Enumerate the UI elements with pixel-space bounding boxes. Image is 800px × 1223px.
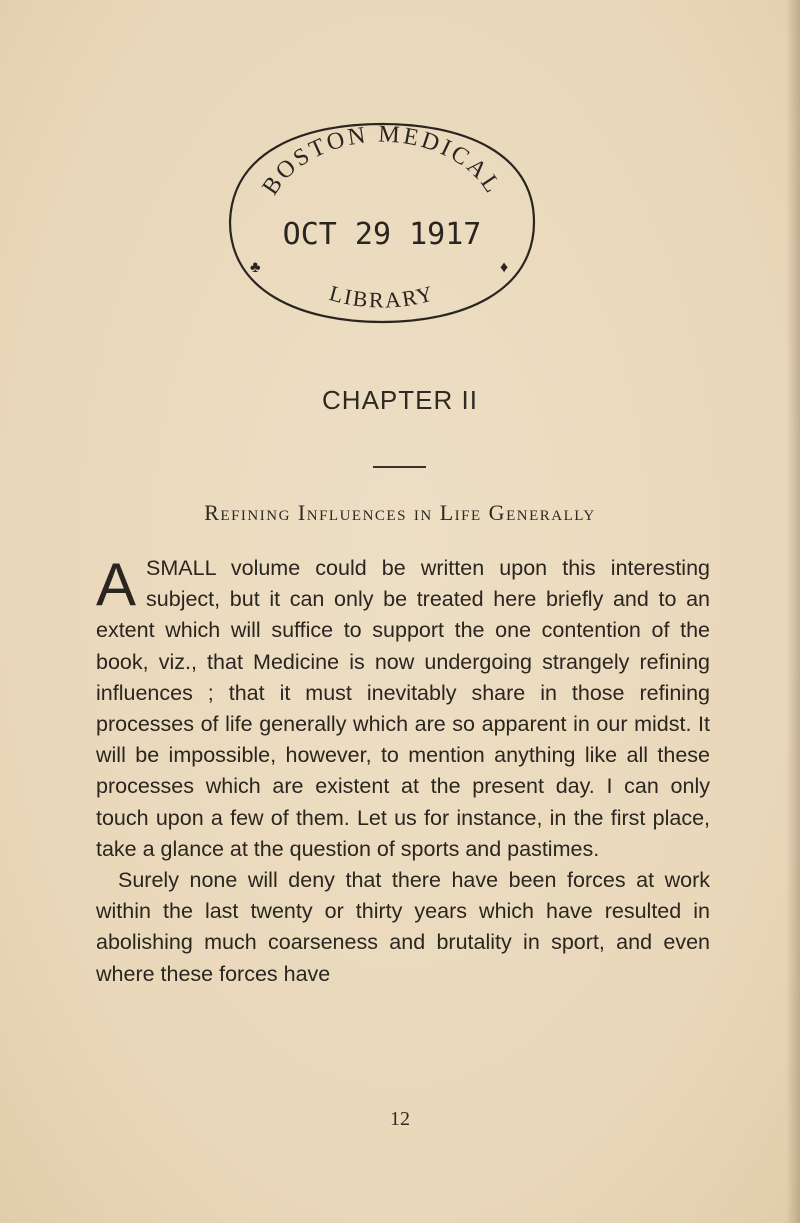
chapter-title: [0, 500, 800, 526]
paragraph-1: [96, 553, 710, 865]
stamp-bottom-arc: LIBRARY: [326, 280, 438, 313]
stamp-ornament-left: ♣: [250, 259, 261, 276]
paragraph-1-text: SMALL volume could be written upon this interesting subject, but it can only be treated here briefly and to an extent which will suffice to support the one contention of the book, viz., that Medicine is now undergoing strangely refining influences ; that it must inevitably share in those refining processes of life generally which are so apparent in our midst. It will be impossible, however, to mention anything like all these processes which are existent at the present day. I can only touch upon a few of them. Let us for instance, in the first place, take a glance at the question of sports and pastimes.: [96, 556, 710, 861]
paragraph-2: Surely none will deny that there have been forces at work within the last twenty or thirty years which have resulted in abolishing much coarseness and brutality in sport, and even where these forces have: [96, 868, 710, 986]
stamp-top-arc: BOSTON MEDICAL: [257, 121, 507, 200]
drop-cap: A: [96, 551, 137, 618]
library-stamp: [222, 112, 542, 332]
chapter-heading: CHAPTER II: [322, 385, 478, 415]
stamp-ornament-right: ♦: [500, 259, 509, 276]
stamp-date: OCT 29 1917: [282, 217, 482, 252]
body-text: [96, 553, 710, 990]
page-number: 12: [390, 1108, 410, 1130]
heading-rule: [373, 466, 426, 468]
chapter-title-text: Refining Influences in Life Generally: [204, 500, 596, 525]
page-edge-shadow: [786, 0, 800, 1223]
